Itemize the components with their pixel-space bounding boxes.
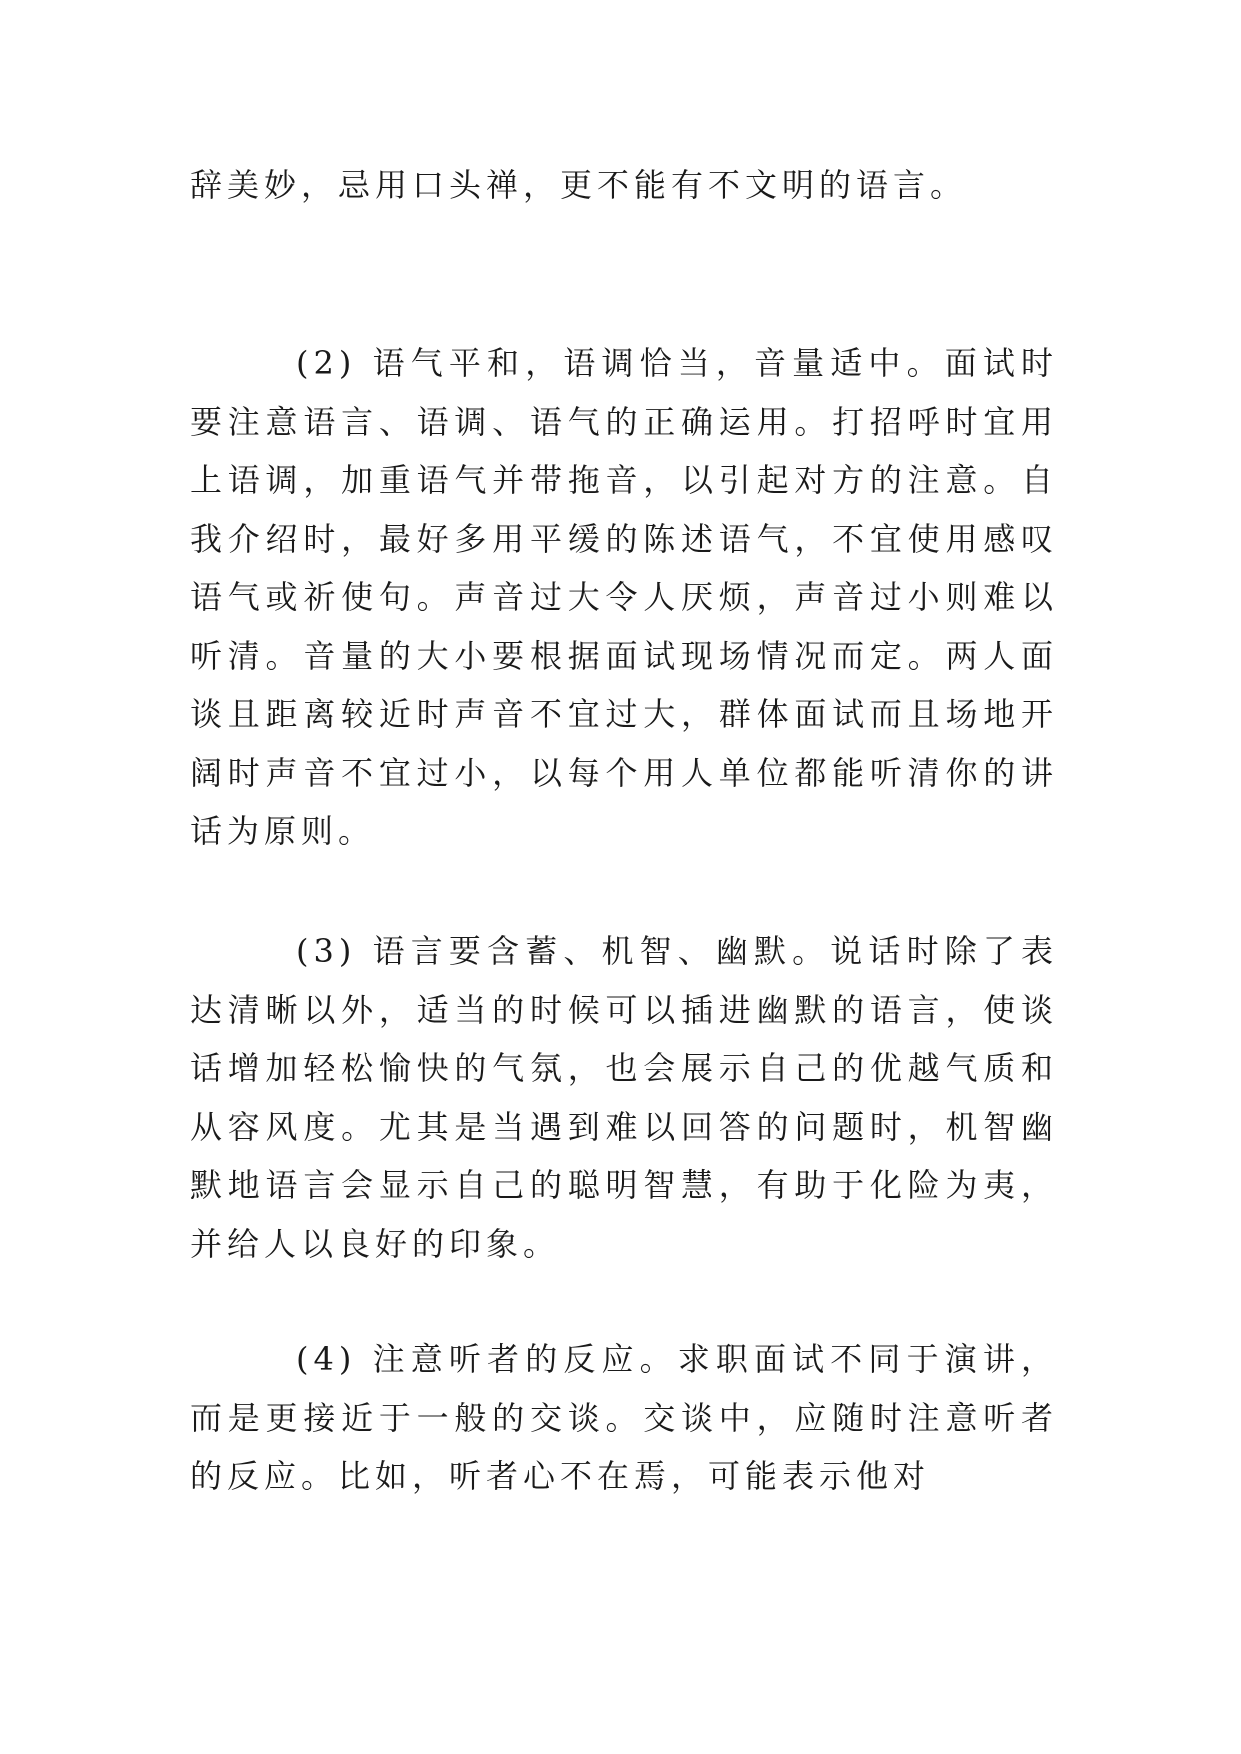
paragraph-point-3: (3) 语言要含蓄、机智、幽默。说话时除了表达清晰以外，适当的时候可以插进幽默的语言，使谈话增加轻松愉快的气氛，也会展示自己的优越气质和从容风度。尤其是当遇到难以回答的问题时，机智幽默地语言会显示自己的聪明智慧，有助于化险为夷，并给人以良好的印象。 xyxy=(190,932,1058,1263)
paragraph-continuation: 辞美妙，忌用口头禅，更不能有不文明的语言。 xyxy=(190,166,968,204)
paragraph-point-2: (2) 语气平和，语调恰当，音量适中。面试时要注意语言、语调、语气的正确运用。打招呼时宜用上语调，加重语气并带拖音，以引起对方的注意。自我介绍时，最好多用平缓的陈述语气，不宜使用感叹语气或祈使句。声音过大令人厌烦，声音过小则难以听清。音量的大小要根据面试现场情况而定。两人面谈且距离较近时声音不宜过大，群体面试而且场地开阔时声音不宜过小，以每个用人单位都能听清你的讲话为原则。 xyxy=(190,344,1058,850)
paragraph-point-4: (4) 注意听者的反应。求职面试不同于演讲，而是更接近于一般的交谈。交谈中，应随时注意听者的反应。比如，听者心不在焉，可能表示他对 xyxy=(190,1340,1058,1495)
